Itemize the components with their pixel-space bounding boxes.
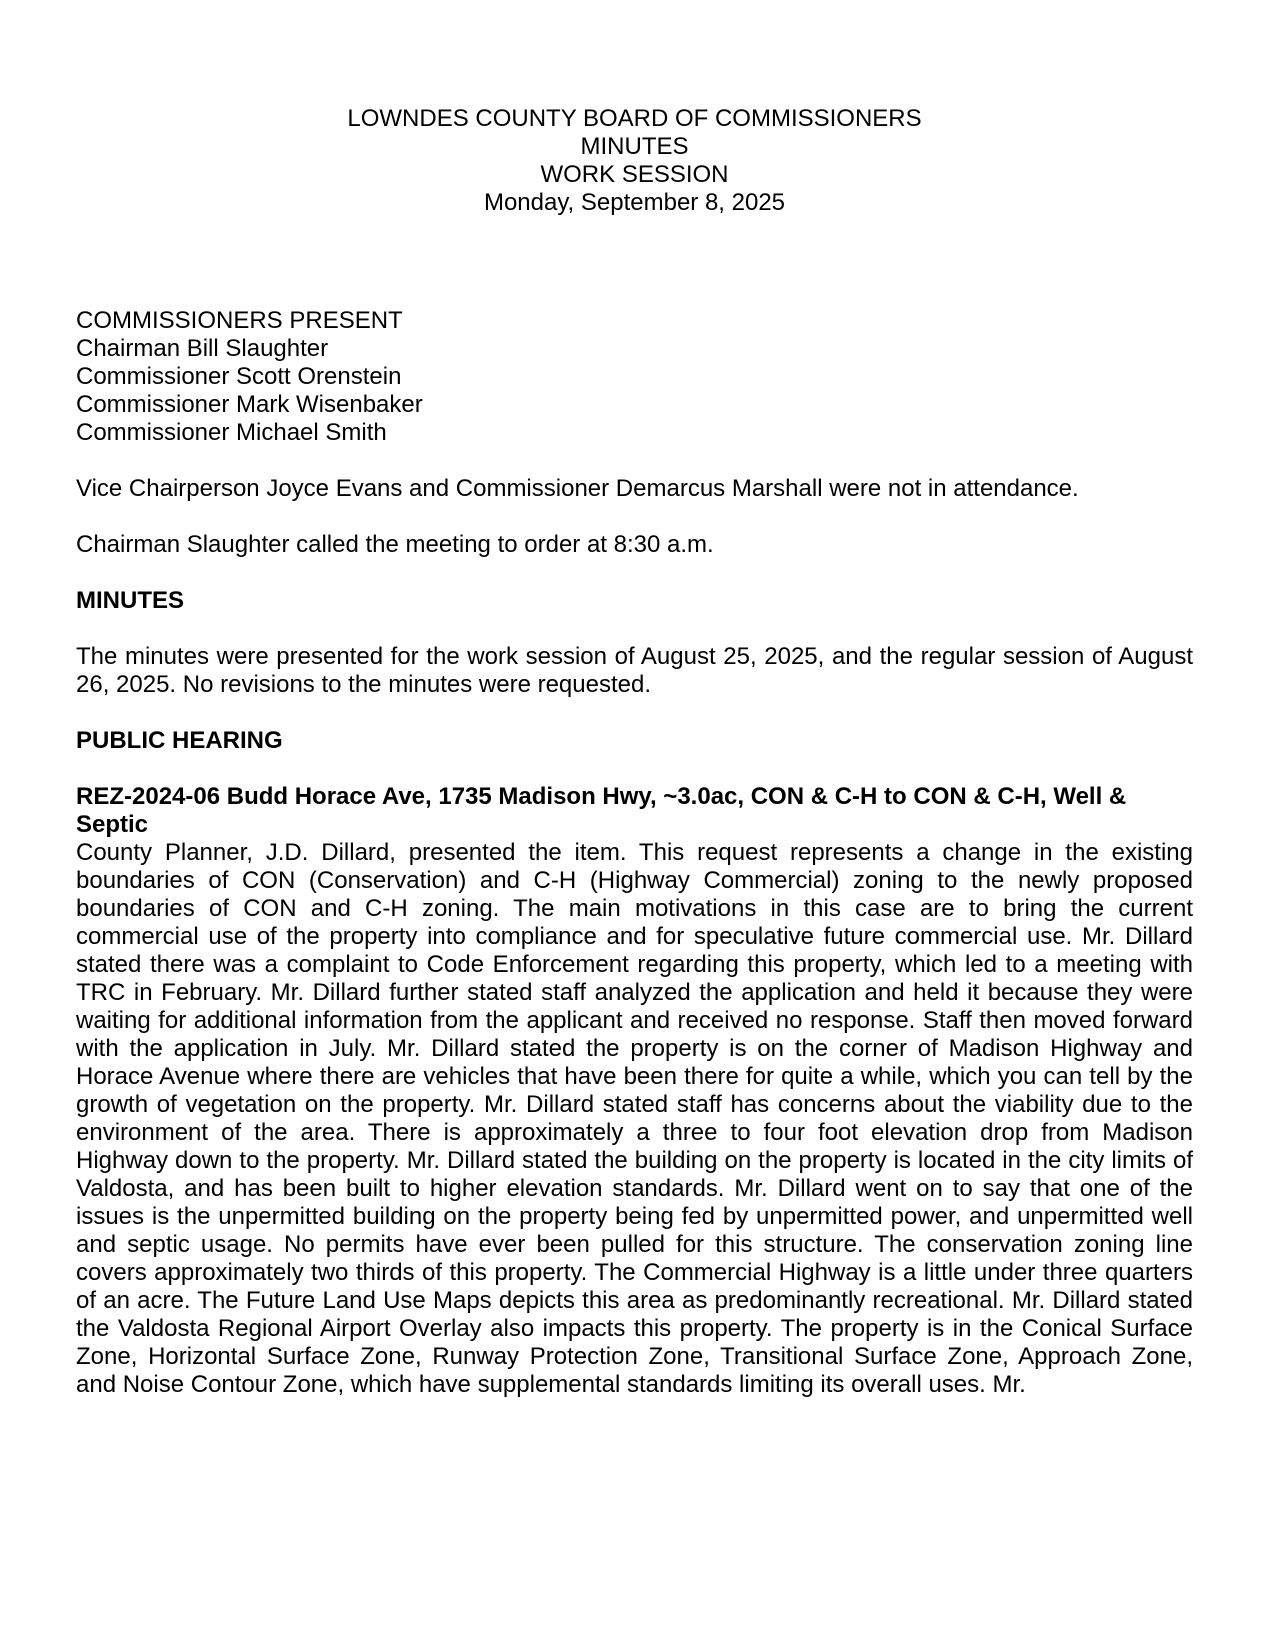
minutes-section-heading: MINUTES xyxy=(76,587,184,614)
commissioner-name-slaughter: Chairman Bill Slaughter xyxy=(76,335,329,362)
document-header xyxy=(76,0,1193,217)
minutes-section-body: The minutes were presented for the work session of August 25, 2025, and the regular session of August 26, 2025. No revisions to the minutes were requested. xyxy=(76,643,1193,698)
rezoning-item-title: REZ-2024-06 Budd Horace Ave, 1735 Madison Hwy, ~3.0ac, CON & C-H to CON & C-H, Well & Septic xyxy=(76,783,1127,838)
meeting-date: Monday, September 8, 2025 xyxy=(483,189,786,216)
commissioner-name-smith: Commissioner Michael Smith xyxy=(76,419,387,446)
session-type: WORK SESSION xyxy=(540,161,729,188)
public-hearing-heading: PUBLIC HEARING xyxy=(76,727,283,754)
commissioners-present-heading: COMMISSIONERS PRESENT xyxy=(76,307,403,334)
rezoning-item-body: County Planner, J.D. Dillard, presented the item. This request represents a change in the existing boundaries of CON (Conservation) and C-H (Highway Commercial) zoning to the newly proposed boundaries of CON and C-H zoning. The main motivations in this case are to bring the current commercial use of the property into compliance and for speculative future commercial use. Mr. Dillard stated there was a complaint to Code Enforcement regarding this property, which led to a meeting with TRC in February. Mr. Dillard further stated staff analyzed the application and held it because they were waiting for additional information from the applicant and received no response. Staff then moved forward with the application in July. Mr. Dillard stated the property is on the corner of Madison Highway and Horace Avenue where there are vehicles that have been there for quite a while, which you can tell by the growth of vegetation on the property. Mr. Dillard stated staff has concerns about the viability due to the environment of the area. There is approximately a three to four foot elevation drop from Madison Highway down to the property. Mr. Dillard stated the building on the property is located in the city limits of Valdosta, and has been built to higher elevation standards. Mr. Dillard went on to say that one of the issues is the unpermitted building on the property being fed by unpermitted power, and unpermitted well and septic usage. No permits have ever been pulled for this structure. The conservation zoning line covers approximately two thirds of this property. The Commercial Highway is a little under three quarters of an acre. The Future Land Use Maps depicts this area as predominantly recreational. Mr. Dillard stated the Valdosta Regional Airport Overlay also impacts this property. The property is in the Conical Surface Zone, Horizontal Surface Zone, Runway Protection Zone, Transitional Surface Zone, Approach Zone, and Noise Contour Zone, which have supplemental standards limiting its overall uses. Mr. xyxy=(76,839,1193,1398)
call-to-order-note: Chairman Slaughter called the meeting to order at 8:30 a.m. xyxy=(76,531,714,558)
attendance-section xyxy=(76,307,1193,447)
doc-type-minutes: MINUTES xyxy=(580,133,689,160)
commissioner-name-wisenbaker: Commissioner Mark Wisenbaker xyxy=(76,391,423,418)
absent-note: Vice Chairperson Joyce Evans and Commissioner Demarcus Marshall were not in attendance. xyxy=(76,475,1079,502)
org-title: LOWNDES COUNTY BOARD OF COMMISSIONERS xyxy=(347,105,922,132)
commissioner-name-orenstein: Commissioner Scott Orenstein xyxy=(76,363,402,390)
document-content xyxy=(76,0,1193,1399)
